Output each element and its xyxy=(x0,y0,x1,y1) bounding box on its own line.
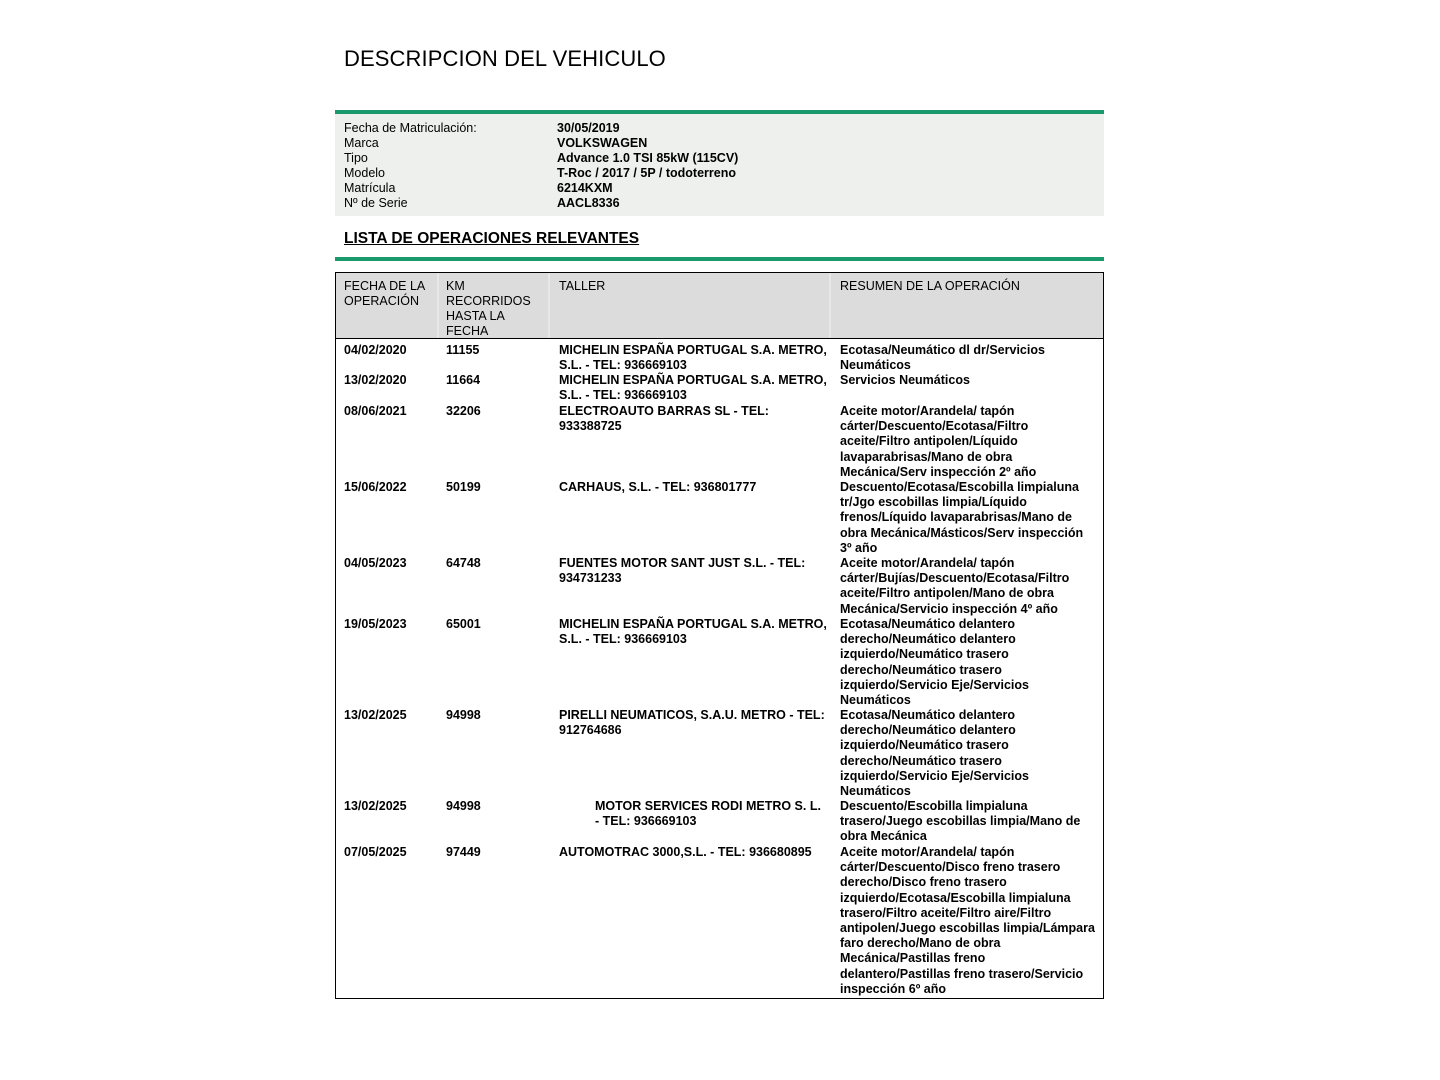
cell-km: 32206 xyxy=(446,404,481,418)
cell-resumen: Descuento/Escobilla limpialuna trasero/Juego escobillas limpia/Mano de obra Mecánica xyxy=(840,799,1081,844)
cell-fecha: 15/06/2022 xyxy=(344,480,407,494)
cell-fecha: 13/02/2025 xyxy=(344,799,407,813)
cell-km: 94998 xyxy=(446,708,481,722)
vehicle-value: T-Roc / 2017 / 5P / todoterreno xyxy=(557,166,736,180)
operations-table xyxy=(335,272,1104,999)
cell-km: 97449 xyxy=(446,845,481,859)
cell-resumen: Ecotasa/Neumático dl dr/Servicios Neumáticos xyxy=(840,343,1045,373)
cell-resumen: Aceite motor/Arandela/ tapón cárter/Descuento/Disco freno trasero derecho/Disco freno trasero izquierdo/Ecotasa/Escobilla limpialuna trasero/Filtro aceite/Filtro aire/Filtro antipolen/Juego escobillas limpia/Lámpara faro derecho/Mano de obra Mecánica/Pastillas freno delantero/Pastillas freno trasero/Servicio inspección 6º año xyxy=(840,845,1095,996)
cell-taller: MICHELIN ESPAÑA PORTUGAL S.A. METRO, S.L. - TEL: 936669103 xyxy=(559,617,827,647)
cell-km: 11155 xyxy=(446,343,480,357)
vehicle-label: Fecha de Matriculación: xyxy=(344,121,477,135)
vehicle-value: 6214KXM xyxy=(557,181,613,195)
cell-taller: MICHELIN ESPAÑA PORTUGAL S.A. METRO, S.L. - TEL: 936669103 xyxy=(559,343,827,373)
column-divider xyxy=(437,273,439,338)
cell-resumen: Ecotasa/Neumático delantero derecho/Neumático delantero izquierdo/Neumático trasero derecho/Neumático trasero izquierdo/Servicio Eje/Servicios Neumáticos xyxy=(840,708,1029,799)
cell-resumen: Descuento/Ecotasa/Escobilla limpialuna tr/Jgo escobillas limpia/Líquido frenos/Líquido lavaparabrisas/Mano de obra Mecánica/Másticos/Serv inspección 3º año xyxy=(840,480,1084,555)
cell-resumen: Aceite motor/Arandela/ tapón cárter/Bujías/Descuento/Ecotasa/Filtro aceite/Filtro antipolen/Mano de obra Mecánica/Servicio inspección 4º año xyxy=(840,556,1070,616)
vehicle-label: Nº de Serie xyxy=(344,196,408,210)
vehicle-label: Matrícula xyxy=(344,181,396,195)
vehicle-label: Tipo xyxy=(344,151,368,165)
header-resumen: RESUMEN DE LA OPERACIÓN xyxy=(840,279,1020,293)
vehicle-label: Modelo xyxy=(344,166,385,180)
table-header xyxy=(336,273,1103,339)
cell-fecha: 08/06/2021 xyxy=(344,404,407,418)
cell-fecha: 19/05/2023 xyxy=(344,617,407,631)
cell-km: 11664 xyxy=(446,373,481,387)
cell-resumen: Ecotasa/Neumático delantero derecho/Neumático delantero izquierdo/Neumático trasero derecho/Neumático trasero izquierdo/Servicio Eje/Servicios Neumáticos xyxy=(840,617,1029,708)
cell-fecha: 04/02/2020 xyxy=(344,343,407,357)
vehicle-value: VOLKSWAGEN xyxy=(557,136,648,150)
cell-taller: CARHAUS, S.L. - TEL: 936801777 xyxy=(559,480,757,494)
cell-km: 50199 xyxy=(446,480,481,494)
cell-resumen: Aceite motor/Arandela/ tapón cárter/Descuento/Ecotasa/Filtro aceite/Filtro antipolen/Líquido lavaparabrisas/Mano de obra Mecánica/Serv inspección 2º año xyxy=(840,404,1037,479)
cell-taller: FUENTES MOTOR SANT JUST S.L. - TEL: 934731233 xyxy=(559,556,806,586)
page-title: DESCRIPCION DEL VEHICULO xyxy=(344,46,666,71)
cell-fecha: 13/02/2020 xyxy=(344,373,407,387)
header-fecha: FECHA DE LA OPERACIÓN xyxy=(344,279,425,308)
cell-fecha: 07/05/2025 xyxy=(344,845,407,859)
cell-fecha: 13/02/2025 xyxy=(344,708,407,722)
vehicle-details xyxy=(335,114,1104,216)
cell-taller: AUTOMOTRAC 3000,S.L. - TEL: 936680895 xyxy=(559,845,812,859)
header-taller: TALLER xyxy=(559,279,606,293)
cell-fecha: 04/05/2023 xyxy=(344,556,407,570)
vehicle-value: 30/05/2019 xyxy=(557,121,620,135)
cell-km: 64748 xyxy=(446,556,481,570)
header-km: KM RECORRIDOS HASTA LA FECHA xyxy=(446,279,531,338)
section-divider xyxy=(335,257,1104,261)
cell-resumen: Servicios Neumáticos xyxy=(840,373,970,387)
vehicle-value: AACL8336 xyxy=(557,196,620,210)
cell-taller: PIRELLI NEUMATICOS, S.A.U. METRO - TEL: 912764686 xyxy=(559,708,825,738)
vehicle-label: Marca xyxy=(344,136,379,150)
cell-taller: MOTOR SERVICES RODI METRO S. L. - TEL: 936669103 xyxy=(595,799,821,829)
cell-taller: ELECTROAUTO BARRAS SL - TEL: 933388725 xyxy=(559,404,769,434)
cell-taller: MICHELIN ESPAÑA PORTUGAL S.A. METRO, S.L. - TEL: 936669103 xyxy=(559,373,827,403)
cell-km: 65001 xyxy=(446,617,481,631)
cell-km: 94998 xyxy=(446,799,481,813)
vehicle-value: Advance 1.0 TSI 85kW (115CV) xyxy=(557,151,739,165)
column-divider xyxy=(829,273,831,338)
operations-section-title: LISTA DE OPERACIONES RELEVANTES xyxy=(344,230,640,247)
column-divider xyxy=(548,273,550,338)
